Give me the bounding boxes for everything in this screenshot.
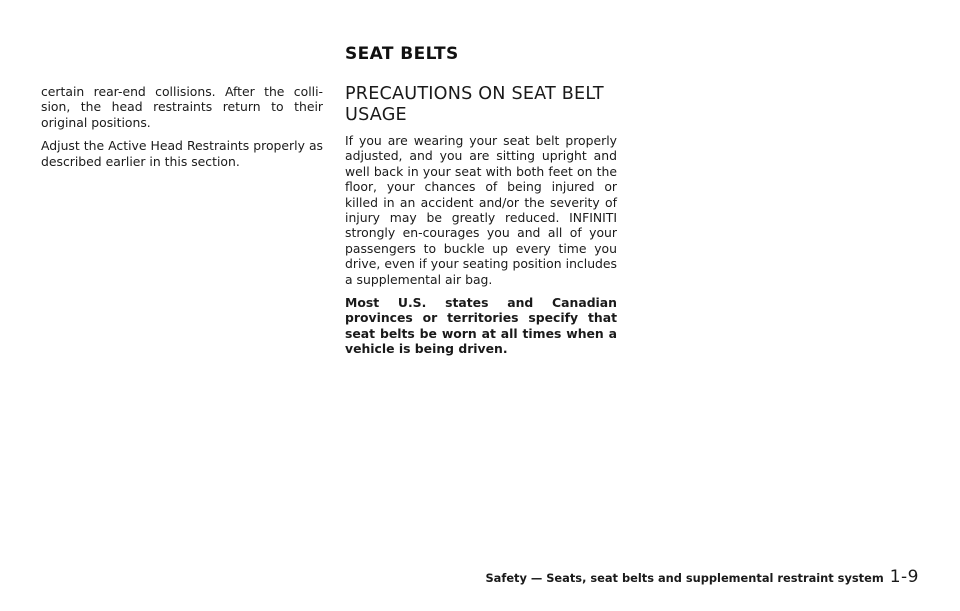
left-paragraph-2: Adjust the Active Head Restraints properly as described earlier in this section.: [41, 138, 323, 169]
precautions-paragraph: If you are wearing your seat belt properly adjusted, and you are sitting upright and well back in your seat with both feet on the floor, your chances of being injured or killed in an accident and/or the severity of injury may be greatly reduced. INFINITI strongly en-courages you and all of your passengers to buckle up every time you drive, even if your seating position includes a supplemental air bag.: [345, 133, 617, 287]
seat-belt-law-paragraph: Most U.S. states and Canadian provinces or territories specify that seat belts be worn at all times when a vehicle is being driven.: [345, 295, 617, 357]
page-number: 1-9: [889, 567, 919, 587]
section-title: SEAT BELTS: [345, 44, 459, 64]
page-footer: [485, 567, 919, 587]
left-paragraph-1: certain rear-end collisions. After the colli-sion, the head restraints return to their original positions.: [41, 84, 323, 130]
middle-column: [345, 84, 617, 365]
precautions-heading: PRECAUTIONS ON SEAT BELT USAGE: [345, 84, 604, 125]
left-column: [41, 84, 323, 177]
footer-chapter-text: Safety — Seats, seat belts and supplemental restraint system: [485, 571, 884, 585]
